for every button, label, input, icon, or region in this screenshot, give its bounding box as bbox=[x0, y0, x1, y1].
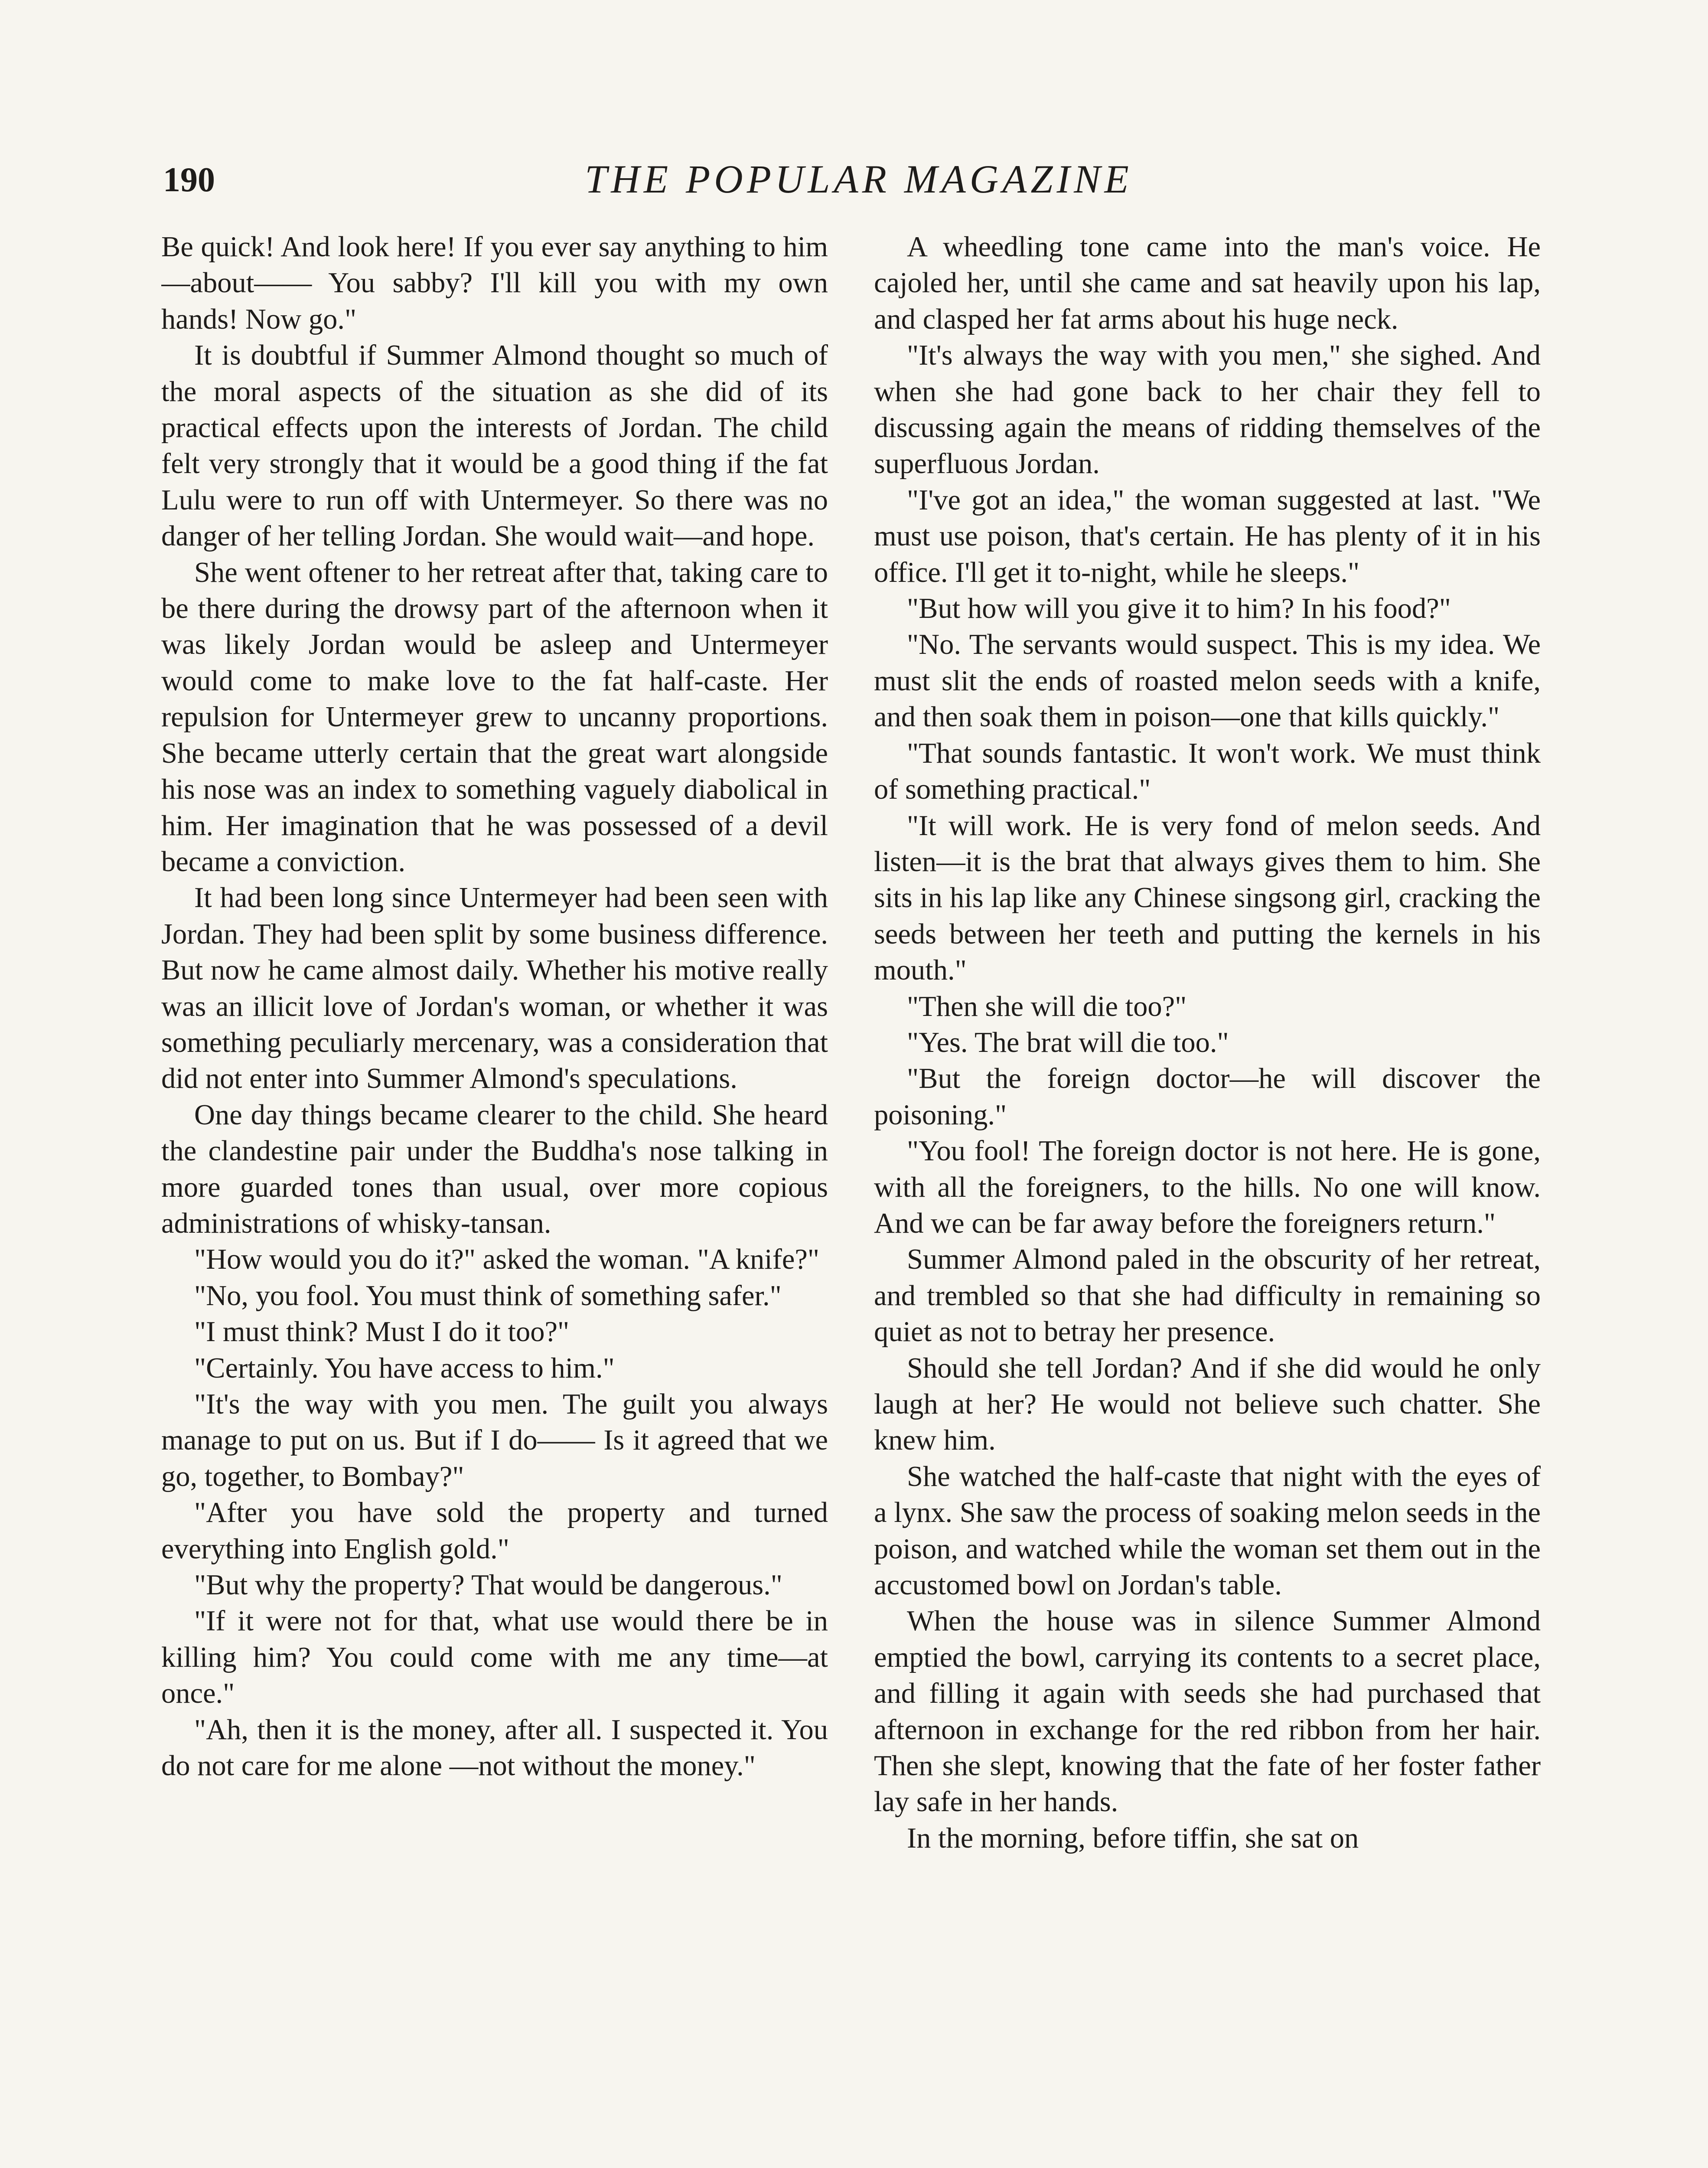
paragraph: "It will work. He is very fond of melon seeds. And listen—it is the brat that always gives them to him. She sits in his lap like any Chinese singsong girl, cracking the seeds between her teeth and putting the kernels in his mouth." bbox=[874, 810, 1541, 986]
paragraph: She watched the half-caste that night with the eyes of a lynx. She saw the process of soaking melon seeds in the poison, and watched while the woman set them out in the accustomed bowl on Jordan's table. bbox=[874, 1460, 1541, 1601]
paragraph: "But why the property? That would be dangerous." bbox=[194, 1569, 782, 1601]
paragraph: "It's always the way with you men," she sighed. And when she had gone back to her chair they fell to discussing again the means of ridding themselves of the superfluous Jordan. bbox=[874, 340, 1541, 480]
paragraph: "But how will you give it to him? In his food?" bbox=[907, 593, 1451, 625]
paragraph: Summer Almond paled in the obscurity of her retreat, and trembled so that she had difficulty in remaining so quiet as not to betray her presence. bbox=[874, 1244, 1541, 1348]
paragraph: "That sounds fantastic. It won't work. We must think of something practical." bbox=[874, 737, 1541, 806]
paragraph: "Yes. The brat will die too." bbox=[907, 1026, 1229, 1058]
paragraph: She went oftener to her retreat after that, taking care to be there during the drowsy part of the afternoon when it was likely Jordan would be asleep and Untermeyer would come to make love to the fat half-caste. Her repulsion for Untermeyer grew to uncanny proportions. She became utterly certain that the great wart alongside his nose was an index to something vaguely diabolical in him. Her imagination that he was possessed of a devil became a conviction. bbox=[161, 556, 828, 878]
paragraph: Should she tell Jordan? And if she did would he only laugh at her? He would not believe such chatter. She knew him. bbox=[874, 1352, 1541, 1456]
paragraph: "It's the way with you men. The guilt you always manage to put on us. But if I do—— Is it agreed that we go, together, to Bombay?" bbox=[161, 1388, 828, 1492]
paragraph: It had been long since Untermeyer had been seen with Jordan. They had been split by some business difference. But now he came almost daily. Whether his motive really was an illicit love of Jordan's woman, or whether it was something peculiarly mercenary, was a consideration that did not enter into Summer Almond's speculations. bbox=[161, 882, 828, 1095]
paragraph: When the house was in silence Summer Almond emptied the bowl, carrying its contents to a secret place, and filling it again with seeds she had purchased that afternoon in exchange for the red ribbon from her hair. Then she slept, knowing that the fate of her foster father lay safe in her hands. bbox=[874, 1605, 1541, 1818]
paragraph: "No, you fool. You must think of something safer." bbox=[194, 1280, 782, 1312]
page-header bbox=[163, 156, 1555, 217]
right-column bbox=[874, 229, 1541, 2168]
paragraph: "No. The servants would suspect. This is my idea. We must slit the ends of roasted melon seeds with a knife, and then soak them in poison—one that kills quickly." bbox=[874, 629, 1541, 733]
paragraph: "But the foreign doctor—he will discover the poisoning." bbox=[874, 1063, 1541, 1131]
paragraph: Be quick! And look here! If you ever say anything to him—about—— You sabby? I'll kill you with my own hands! Now go." bbox=[161, 231, 828, 335]
paragraph: A wheedling tone came into the man's voice. He cajoled her, until she came and sat heavily upon his lap, and clasped her fat arms about his huge neck. bbox=[874, 231, 1541, 335]
paragraph: "Certainly. You have access to him." bbox=[194, 1352, 615, 1384]
paragraph: One day things became clearer to the child. She heard the clandestine pair under the Buddha's nose talking in more guarded tones than usual, over more copious administrations of whisky-tansan. bbox=[161, 1099, 828, 1239]
paragraph: "How would you do it?" asked the woman. "A knife?" bbox=[194, 1244, 820, 1276]
paragraph: In the morning, before tiffin, she sat on bbox=[907, 1822, 1359, 1854]
page-number: 190 bbox=[163, 161, 215, 199]
paragraph: "Ah, then it is the money, after all. I suspected it. You do not care for me alone —not without the money." bbox=[161, 1714, 828, 1782]
magazine-title: THE POPULAR MAGAZINE bbox=[585, 157, 1133, 201]
paragraph: "I must think? Must I do it too?" bbox=[194, 1316, 570, 1348]
paragraph: "After you have sold the property and turned everything into English gold." bbox=[161, 1497, 828, 1565]
paragraph: "I've got an idea," the woman suggested at last. "We must use poison, that's certain. He has plenty of it in his office. I'll get it to-night, while he sleeps." bbox=[874, 484, 1541, 588]
paragraph: "You fool! The foreign doctor is not here. He is gone, with all the foreigners, to the hills. No one will know. And we can be far away before the foreigners return." bbox=[874, 1135, 1541, 1239]
left-column bbox=[161, 229, 828, 2168]
paragraph: "Then she will die too?" bbox=[907, 990, 1187, 1022]
paragraph: "If it were not for that, what use would there be in killing him? You could come with me any time—at once." bbox=[161, 1605, 828, 1710]
paragraph: It is doubtful if Summer Almond thought so much of the moral aspects of the situation as she did of its practical effects upon the interests of Jordan. The child felt very strongly that it would be a good thing if the fat Lulu were to run off with Untermeyer. So there was no danger of her telling Jordan. She would wait—and hope. bbox=[161, 340, 828, 552]
